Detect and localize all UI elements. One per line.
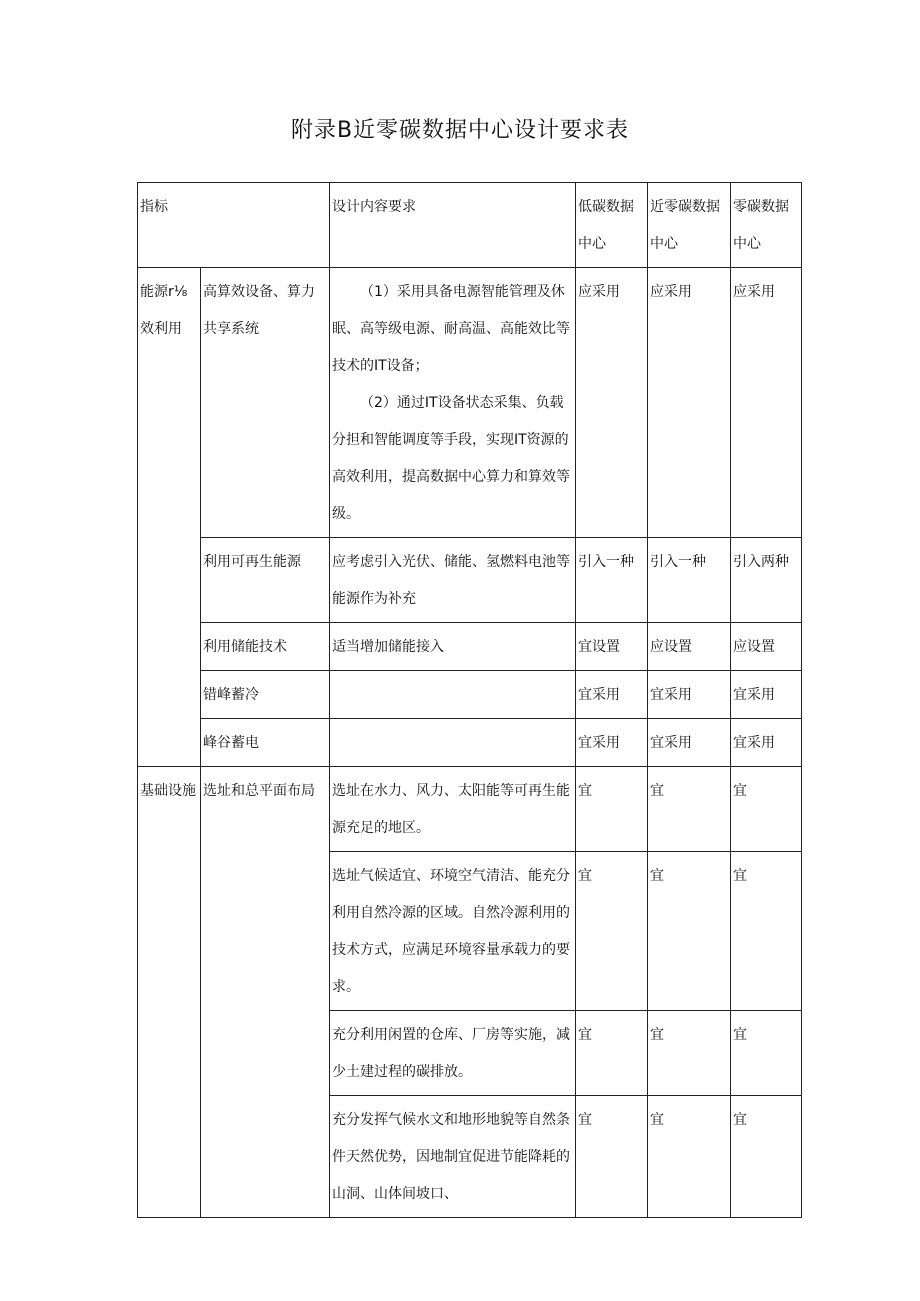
requirement-cell: 充分发挥气候水文和地形地貌等自然条件天然优势，因地制宜促进节能降耗的山洞、山体间坡口、 — [330, 1096, 576, 1218]
low-carbon-value: 宜 — [576, 1011, 648, 1096]
header-indicator: 指标 — [138, 183, 330, 268]
low-carbon-value: 引入一种 — [576, 538, 648, 623]
table-row — [138, 268, 802, 538]
requirements-table — [137, 182, 802, 1218]
low-carbon-value: 宜采用 — [576, 719, 648, 767]
low-carbon-value: 宜采用 — [576, 671, 648, 719]
zero-carbon-value: 宜采用 — [731, 719, 802, 767]
table-row — [138, 767, 802, 852]
zero-carbon-value: 宜 — [731, 767, 802, 852]
low-carbon-value: 宜 — [576, 1096, 648, 1218]
near-zero-value: 宜 — [648, 852, 731, 1011]
sub-indicator: 错峰蓄冷 — [201, 671, 330, 719]
zero-carbon-value: 宜 — [731, 1096, 802, 1218]
header-row — [138, 183, 802, 268]
requirement-cell: 选址在水力、风力、太阳能等可再生能源充足的地区。 — [330, 767, 576, 852]
requirement-cell — [330, 268, 576, 538]
requirement-cell — [330, 719, 576, 767]
near-zero-value: 应设置 — [648, 623, 731, 671]
near-zero-value: 宜采用 — [648, 671, 731, 719]
zero-carbon-value: 应采用 — [731, 268, 802, 538]
sub-indicator: 高算效设备、算力共享系统 — [201, 268, 330, 538]
requirement-paragraph: （2）通过IT设备状态采集、负载分担和智能调度等手段，实现IT资源的高效利用，提高数据中心算力和算效等级。 — [332, 395, 570, 522]
table-row — [138, 719, 802, 767]
sub-indicator: 选址和总平面布局 — [201, 767, 330, 1218]
low-carbon-value: 宜 — [576, 852, 648, 1011]
zero-carbon-value: 引入两种 — [731, 538, 802, 623]
requirement-cell: 选址气候适宜、环境空气清洁、能充分利用自然冷源的区域。自然冷源利用的技术方式，应满足环境容量承载力的要求。 — [330, 852, 576, 1011]
sub-indicator: 峰谷蓄电 — [201, 719, 330, 767]
document-title: 附录B近零碳数据中心设计要求表 — [290, 118, 630, 143]
near-zero-value: 引入一种 — [648, 538, 731, 623]
near-zero-value: 应采用 — [648, 268, 731, 538]
table-row — [138, 623, 802, 671]
requirement-cell: 适当增加储能接入 — [330, 623, 576, 671]
low-carbon-value: 宜设置 — [576, 623, 648, 671]
near-zero-value: 宜采用 — [648, 719, 731, 767]
low-carbon-value: 宜 — [576, 767, 648, 852]
near-zero-value: 宜 — [648, 1011, 731, 1096]
zero-carbon-value: 宜采用 — [731, 671, 802, 719]
zero-carbon-value: 应设置 — [731, 623, 802, 671]
zero-carbon-value: 宜 — [731, 852, 802, 1011]
zero-carbon-value: 宜 — [731, 1011, 802, 1096]
table-row — [138, 671, 802, 719]
requirement-cell: 充分利用闲置的仓库、厂房等实施，减少土建过程的碳排放。 — [330, 1011, 576, 1096]
requirement-cell — [330, 671, 576, 719]
requirement-cell: 应考虑引入光伏、储能、氢燃料电池等能源作为补充 — [330, 538, 576, 623]
requirement-paragraph: （1）采用具备电源智能管理及休眠、高等级电源、耐高温、高能效比等技术的IT设备； — [332, 284, 570, 374]
header-zero-carbon: 零碳数据中心 — [731, 183, 802, 268]
category-infrastructure: 基础设施 — [138, 767, 201, 1218]
near-zero-value: 宜 — [648, 1096, 731, 1218]
low-carbon-value: 应采用 — [576, 268, 648, 538]
header-requirement: 设计内容要求 — [330, 183, 576, 268]
near-zero-value: 宜 — [648, 767, 731, 852]
header-near-zero: 近零碳数据中心 — [648, 183, 731, 268]
category-energy: 能源r⅛效利用 — [138, 268, 201, 767]
sub-indicator: 利用可再生能源 — [201, 538, 330, 623]
table-row — [138, 538, 802, 623]
sub-indicator: 利用储能技术 — [201, 623, 330, 671]
header-low-carbon: 低碳数据中心 — [576, 183, 648, 268]
